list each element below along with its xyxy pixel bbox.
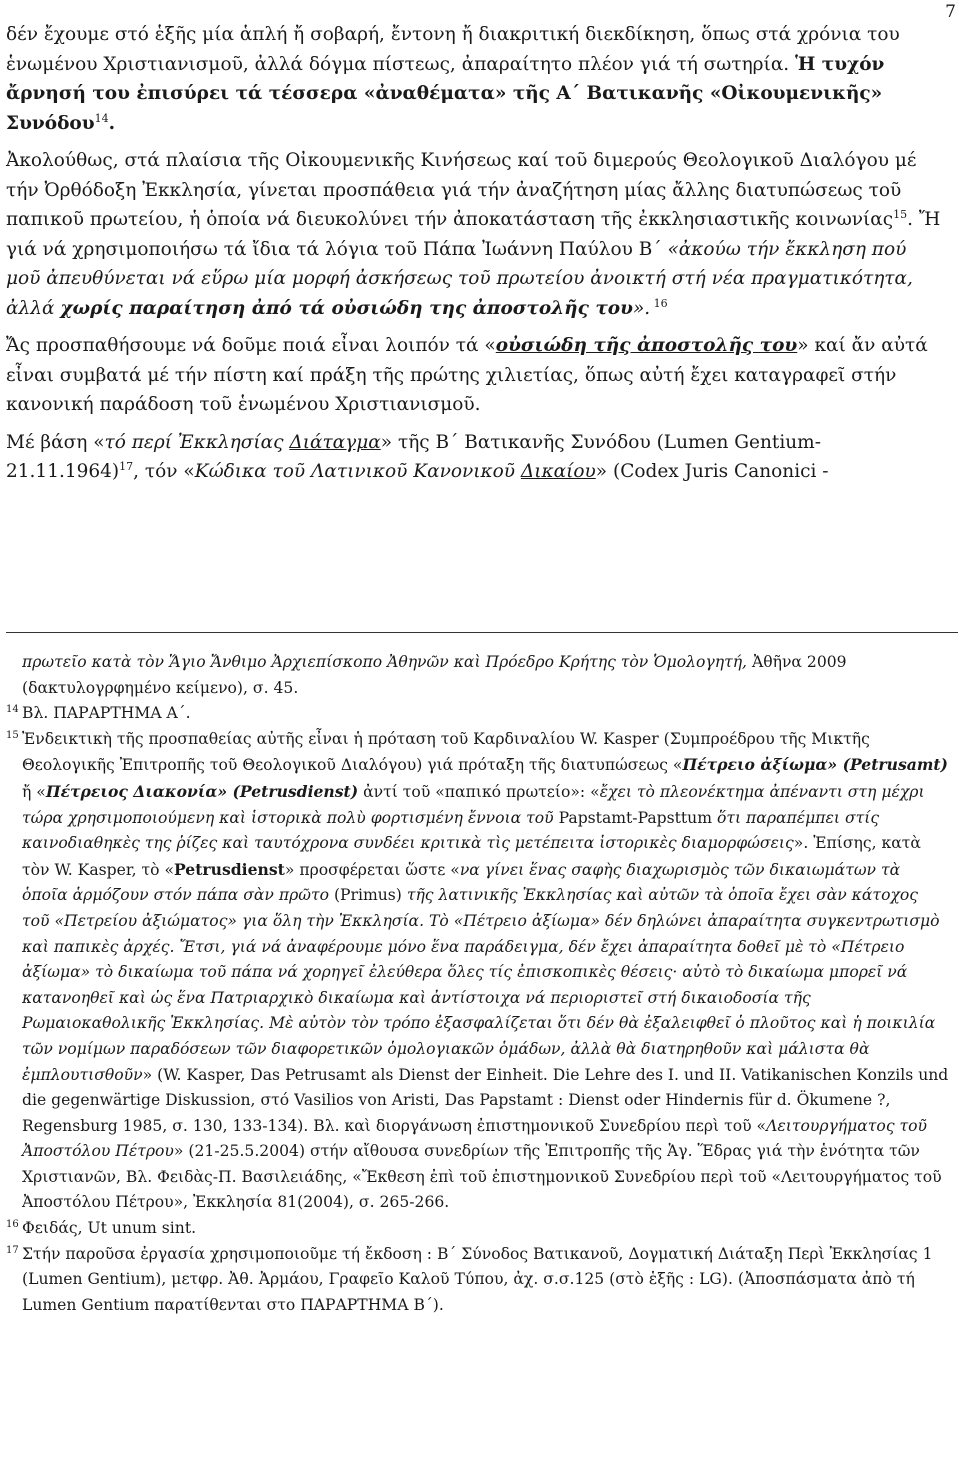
p2-quote: «ἀκούω τήν ἔκκληση πού μοῦ ἀπευθύνεται νά εὕρω μία μορφή ἀσκήσεως τοῦ πρωτείου ἀνοικτή στή νέα πραγματικότητα, ἀλλά (6, 238, 913, 319)
fn15-it3: να γίνει ἕνας σαφὴς διαχωρισμὸς τῶν δικαιωμάτων τὰ ὁποῖα ἁρμόζουν στόν πάπα σὰν πρῶτο (22, 860, 901, 905)
paragraph-4 (6, 428, 946, 487)
p3-emphasis: οὐσιώδη τῆς ἀποστολῆς του (495, 335, 798, 356)
p4-it2: Κώδικα τοῦ Λατινικοῦ Κανονικοῦ (194, 461, 521, 482)
fn15-g: » προσφέρεται ὥστε « (284, 860, 460, 879)
fn15-a: Ἐνδεικτικὴ τῆς προσπαθείας αὐτῆς εἶναι ἡ πρόταση τοῦ Καρδιναλίου W. Kasper (Συμπροέδρου τῆς Μικτῆς Θεολογικῆς Ἐπιτροπῆς τοῦ Θεολογικοῦ Διαλόγου) γιά πρόταξη τῆς διατυπώσεως « (22, 729, 870, 775)
p4-start: Μέ βάση « (6, 431, 105, 453)
fn15-it1: ἔχει τὸ πλεονέκτημα ἀπέναντι στη μέχρι τώρα χρησιμοποιούμενη καὶ ἱστορικὰ πολὺ φορτισμένη ἔννοια τοῦ (22, 782, 925, 827)
footnote-ref-16[interactable]: 16 (650, 296, 668, 310)
fn15-b2: Πέτρειος Διακονία» (Petrusdienst) (45, 781, 359, 801)
p2-mid: . Ἤ γιά νά χρησιμοποιήσω τά ἴδια τά λόγια τοῦ Πάπα Ἰωάννη Παύλου Β΄ (6, 209, 941, 260)
fn15-it4: τῆς λατινικῆς Ἐκκλησίας καὶ αὐτῶν τὰ ὁποῖα ἔχει σὰν κάτοχος τοῦ «Πετρείου ἀξιώματος» για ὅλη τὴν Ἐκκλησία. Τὸ «Πέτρειο ἀξίωμα» δέν δηλώνει ἀπαραίτητα συγκεντρωτισμὸ καὶ παπικὲς ἀρχές. Ἔτσι, γιά νά ἀναφέρουμε μόνο ἕνα παράδειγμα, δέν ἔχει ἀπαραίτητα δοθεῖ μὲ τὸ «Πέτρειο ἀξίωμα» τὸ δικαίωμα τοῦ πάπα νά χορηγεῖ ἐλεύθερα ὅλες τίς ἐπισκοπικὲς θέσεις· αὐτὸ τὸ δικαίωμα μπορεῖ νά κατανοηθεῖ καὶ ὡς ἕνα Πατριαρχικὸ δικαίωμα καὶ ἀντίστοιχα νά περιοριστεῖ στή δικαιοδοσία τῆς Ρωμαιοκαθολικῆς Ἐκκλησίας. Μὲ αὐτὸν τὸν τρόπο ἐξασφαλίζεται ὅτι δέν θὰ ἐξαλειφθεῖ ὁ πλοῦτος καὶ ἡ ποικιλία τῶν νομίμων παραδόσεων τῶν διαφορετικῶν ὁμολογιακῶν ὁμάδων, ἀλλὰ θὰ διατηρηθοῦν καὶ μάλιστα θὰ ἐμπλουτισθοῦν (22, 886, 940, 1084)
footnote-ref-14[interactable]: 14 (94, 111, 109, 125)
paragraph-2 (6, 146, 946, 323)
footnote-text: Στήν παροῦσα ἐργασία χρησιμοποιοῦμε τή ἔκδοση : Β΄ Σύνοδος Βατικανοῦ, Δογματική Διάταξη Περὶ Ἐκκλησίας 1 (Lumen Gentium), μετφρ. Ἀθ. Ἀρμάου, Γραφεῖο Καλοῦ Τύπου, ἀχ. σ.σ.125 (στὸ ἑξῆς : LG). (Ἀποσπάσματα ἀπὸ τή Lumen Gentium παρατίθενται στο ΠΑΡΑΡΤΗΜΑ Β΄). (22, 1244, 933, 1314)
footnote-ref-15[interactable]: 15 (893, 207, 908, 221)
p1-end: . (108, 112, 116, 134)
p1-text: δέν ἔχουμε στό ἑξῆς μία ἁπλή ἤ σοβαρή, ἔντονη ἤ διακριτική διεκδίκηση, ὅπως στά χρόνια του ἑνωμένου Χριστιανισμοῦ, ἀλλά δόγμα πίστεως, ἀπαραίτητο πλέον γιά τή σωτηρία. (6, 24, 900, 75)
footnote-number: 14 (6, 704, 19, 716)
fn15-b3: Petrusdienst (174, 859, 285, 879)
p4-end: » (Codex Juris Canonici - (595, 461, 829, 482)
fn15-c: ἤ « (22, 782, 46, 801)
footnote-ref-17[interactable]: 17 (119, 459, 134, 473)
fn15-it5: Λειτουργήματος τοῦ Ἀποστόλου Πέτρου (22, 1116, 928, 1161)
p3-end: » καί ἄν αὐτά εἶναι συμβατά μέ τήν πίστη καί πράξη τῆς πρώτης χιλιετίας, ὅπως αὐτή ἔχει καταγραφεῖ στήν κανονική παράδοση τοῦ ἑνωμένου Χριστιανισμοῦ. (6, 335, 928, 415)
footnote-16 (6, 1216, 950, 1242)
fn15-d: ἀντί τοῦ «παπικό πρωτείο»: « (358, 782, 600, 801)
p4-it1: τό περί Ἐκκλησίας (104, 431, 290, 453)
fn15-j: » (21-25.5.2004) στήν αἴθουσα συνεδρίων τῆς Ἐπιτροπῆς τῆς Ἁγ. Ἕδρας γιά τὴν ἑνότητα τῶν Χριστιανῶν, Βλ. Φειδὰς-Π. Βασιλειάδης, «Ἔκθεση ἐπὶ τοῦ ἐπιστημονικοῦ Συνεδρίου περὶ τοῦ «Λειτουργήματος τοῦ Ἀποστόλου Πέτρου», Ἐκκλησία 81(2004), σ. 265-266. (22, 1142, 942, 1212)
footnote-14 (6, 701, 950, 727)
p3-start: Ἄς προσπαθήσουμε νά δοῦμε ποιά εἶναι λοιπόν τά « (6, 335, 496, 356)
p2-start: Ἀκολούθως, στά πλαίσια τῆς Οἰκουμενικῆς Κινήσεως καί τοῦ διμερούς Θεολογικοῦ Διαλόγου μέ τήν Ὀρθόδοξη Ἐκκλησία, γίνεται προσπάθεια γιά τήν ἀναζήτηση μίας ἄλλης διατυπώσεως τοῦ παπικοῦ πρωτείου, ἡ ὁποία νά διευκολύνει τήν ἀποκατάσταση τῆς ἐκκλησιαστικῆς κοινωνίας (6, 150, 917, 230)
fn15-h: (Primus) (333, 886, 402, 905)
footnote-number: 15 (6, 729, 19, 741)
p4-it2-underlined: Δικαίου (520, 461, 596, 482)
body-text (6, 20, 946, 495)
footnote-divider (6, 632, 958, 633)
fn15-b1: Πέτρειο ἀξίωμα» (Petrusamt) (682, 755, 948, 775)
fn15-i: » (W. Kasper, Das Petrusamt als Dienst der Einheit. Die Lehre des I. und II. Vatikanischen Konzils und die gegenwärtige Diskussion, στό Vasilios von Aristi, Das Papstamt : Dienst oder Hindernis für d. Ökumene ?, Regensburg 1985, σ. 130, 133-134). Βλ. καὶ διοργάνωση ἐπιστημονικοῦ Συνεδρίου περὶ τοῦ « (22, 1065, 949, 1135)
paragraph-1 (6, 20, 946, 138)
footnote-17 (6, 1242, 950, 1319)
fn-cont-plain: Ἀθῆνα 2009 (δακτυλογρφημένο κείμενο), σ. 45. (22, 653, 847, 697)
footnote-number: 16 (6, 1219, 19, 1231)
p2-emphasis: χωρίς παραίτηση ἀπό τά οὐσιώδη της ἀποστολῆς του (60, 297, 633, 319)
p4-mid2: , τόν « (133, 461, 195, 482)
footnotes (6, 650, 950, 1318)
p1-bold: Ἡ τυχόν ἄρνησή του ἐπισύρει τά τέσσερα «ἀναθέματα» τῆς Α΄ Βατικανῆς «Οἰκουμενικῆς» Συνόδου (6, 53, 885, 134)
p4-it1-underlined: Διάταγμα (289, 431, 381, 453)
fn15-it2: ὅτι παραπέμπει στίς καινοδιαθηκὲς της ῥίζες καὶ ταυτόχρονα συνδέει κριτικὰ τὶς μετέπειτα ἱστορικὲς διαμορφώσεις (22, 808, 880, 853)
fn-cont-italic: πρωτεῖο κατὰ τὸν Ἅγιο Ἄνθιμο Ἀρχιεπίσκοπο Ἀθηνῶν καὶ Πρόεδρο Κρήτης τὸν Ὁμολογητή, (22, 653, 747, 671)
footnote-number: 17 (6, 1244, 19, 1256)
p4-mid: » τῆς Β΄ Βατικανῆς Συνόδου (Lumen Gentium-21.11.1964) (6, 431, 821, 482)
paragraph-3 (6, 331, 946, 420)
footnote-text: Φειδάς, Ut unum sint. (22, 1219, 197, 1238)
p2-quote-end: ». (632, 297, 651, 319)
fn15-f: ». Ἐπίσης, κατὰ τὸν W. Kasper, τὸ « (22, 834, 921, 879)
fn15-e: Papstamt-Papsttum (558, 808, 713, 827)
footnote-text: Βλ. ΠΑΡΑΡΤΗΜΑ Α΄. (22, 704, 191, 723)
footnote-15 (6, 727, 950, 1216)
footnote-continuation (6, 650, 950, 701)
page-number: 7 (945, 2, 956, 22)
